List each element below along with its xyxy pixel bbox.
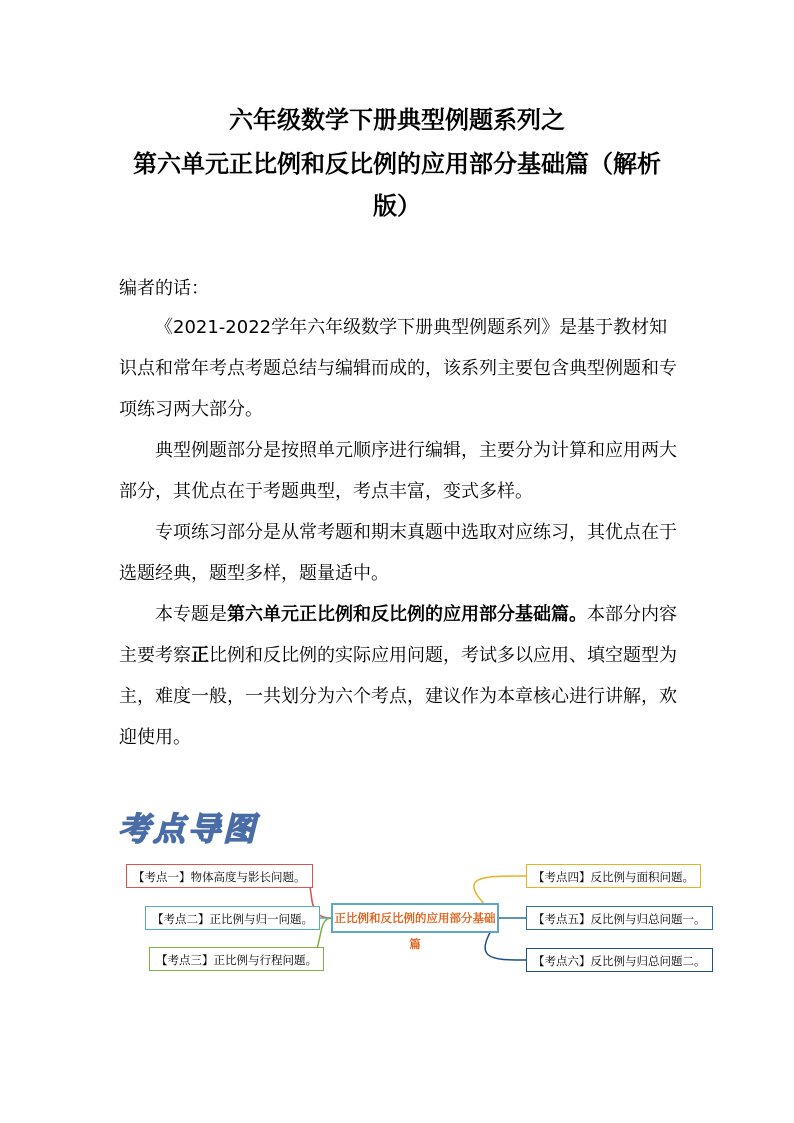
p4-mid: 本部分内容主要考察	[119, 604, 677, 666]
document-title-line-2: 第六单元正比例和反比例的应用部分基础篇（解析	[133, 150, 661, 178]
document-title-line-3: 版）	[373, 192, 421, 220]
p4-bold-zheng: 正	[191, 645, 209, 666]
editor-paragraph-3: 专项练习部分是从常考题和期末真题中选取对应练习，其优点在于选题经典，题型多样，题量适中。	[119, 522, 677, 584]
p4-rest: 比例和反比例的实际应用问题，考试多以应用、填空题型为主，难度一般，一共划分为六个考点，建议作为本章核心进行讲解，欢迎使用。	[119, 645, 677, 748]
mindmap-node-3: 【考点三】正比例与行程问题。	[149, 947, 324, 971]
mindmap-node-4: 【考点四】反比例与面积问题。	[526, 864, 701, 888]
editor-paragraph-1: 《2021-2022学年六年级数学下册典型例题系列》是基于教材知识点和常年考点考题总结与编辑而成的，该系列主要包含典型例题和专项练习两大部分。	[119, 317, 677, 420]
mindmap-node-5: 【考点五】反比例与归总问题一。	[526, 906, 713, 930]
mindmap-node-2: 【考点二】正比例与归一问题。	[145, 906, 320, 930]
mindmap-center-node: 正比例和反比例的应用部分基础篇	[331, 903, 499, 933]
mindmap-node-6: 【考点六】反比例与归总问题二。	[526, 948, 713, 972]
document-title-line-1: 六年级数学下册典型例题系列之	[229, 106, 565, 134]
editor-note-label: 编者的话：	[119, 278, 209, 299]
p4-prefix: 本专题是	[155, 604, 227, 625]
mindmap-heading: 考点导图	[118, 810, 259, 848]
editor-paragraph-2: 典型例题部分是按照单元顺序进行编辑，主要分为计算和应用两大部分，其优点在于考题典型，考点丰富，变式多样。	[119, 440, 677, 502]
mindmap-node-1: 【考点一】物体高度与影长问题。	[126, 864, 313, 888]
p4-topic-bold: 第六单元正比例和反比例的应用部分基础篇。	[227, 604, 587, 625]
editor-paragraph-4	[119, 594, 679, 758]
